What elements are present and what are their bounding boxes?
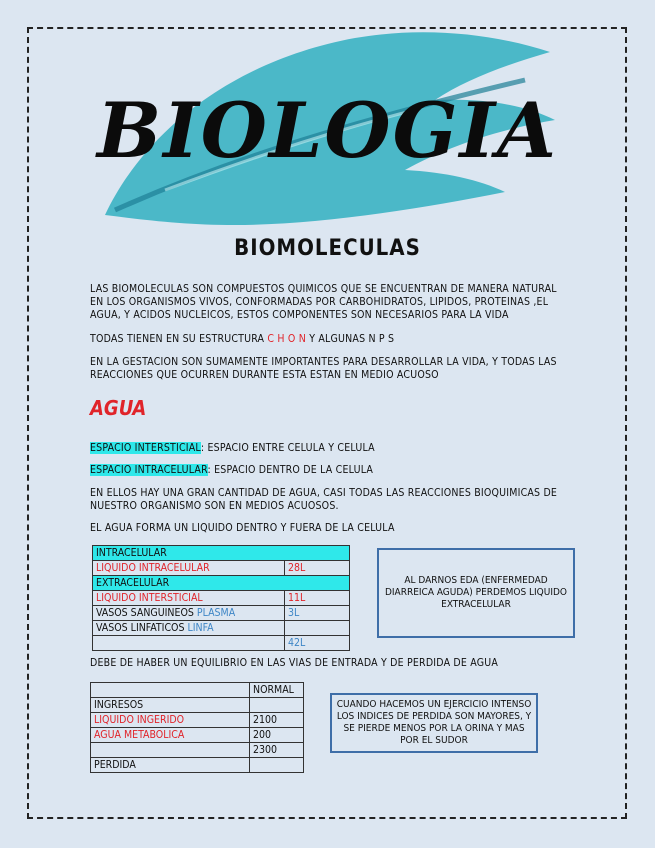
interstitial-label: ESPACIO INTERSTICIAL: [90, 442, 201, 454]
table-cell: [250, 758, 304, 773]
intracelular-row: INTRACELULAR: [93, 546, 350, 561]
table-cell: VASOS SANGUINEOS PLASMA: [93, 606, 285, 621]
structure-line: TODAS TIENEN EN SU ESTRUCTURA C H O N Y ALGUNAS N P S: [90, 333, 395, 345]
table-cell: LIQUIDO INTERSTICIAL: [93, 591, 285, 606]
intro-paragraph: LAS BIOMOLECULAS SON COMPUESTOS QUIMICOS QUE SE ENCUENTRAN DE MANERA NATURAL EN LOS ORGANISMOS VIVOS, CONFORMADAS POR CARBOHIDRATOS, LIPIDOS, PROTEINAS ,EL AGUA, Y ACIDOS NUCLEICOS, ESTOS COMPONENTES SON NECESARIOS PARA LA VIDA: [90, 283, 557, 321]
gestation-paragraph: EN LA GESTACION SON SUMAMENTE IMPORTANTES PARA DESARROLLAR LA VIDA, Y TODAS LAS REACCIONES QUE OCURREN DURANTE ESTA ESTAN EN MEDIO ACUOSO: [90, 356, 557, 381]
agua-heading: AGUA: [90, 396, 147, 420]
exercise-note-box: CUANDO HACEMOS UN EJERCICIO INTENSO LOS INDICES DE PERDIDA SON MAYORES, Y SE PIERDE MENOS POR LA ORINA Y MAS POR EL SUDOR: [330, 693, 538, 753]
table-cell: LIQUIDO INGERIDO: [91, 713, 250, 728]
table-cell: [285, 621, 350, 636]
liquid-line: EL AGUA FORMA UN LIQUIDO DENTRO Y FUERA DE LA CELULA: [90, 522, 395, 534]
table-cell: 2100: [250, 713, 304, 728]
table-cell: AGUA METABOLICA: [91, 728, 250, 743]
balance-line: DEBE DE HABER UN EQUILIBRIO EN LAS VIAS DE ENTRADA Y DE PERDIDA DE AGUA: [90, 657, 499, 669]
extracelular-row: EXTRACELULAR: [93, 576, 350, 591]
chon-text: C H O N: [267, 333, 307, 345]
table-cell: PERDIDA: [91, 758, 250, 773]
eda-note-box: AL DARNOS EDA (ENFERMEDAD DIARREICA AGUDA) PERDEMOS LIQUIDO EXTRACELULAR: [377, 548, 575, 638]
table-cell: VASOS LINFATICOS LINFA: [93, 621, 285, 636]
table-header: NORMAL: [250, 683, 304, 698]
page-title: BIOLOGIA: [96, 86, 559, 175]
table-cell: LIQUIDO INTRACELULAR: [93, 561, 285, 576]
table-cell: 3L: [285, 606, 350, 621]
interstitial-line: ESPACIO INTERSTICIAL: ESPACIO ENTRE CELULA Y CELULA: [90, 442, 375, 454]
intracellular-line: ESPACIO INTRACELULAR: ESPACIO DENTRO DE LA CELULA: [90, 464, 374, 476]
water-paragraph: EN ELLOS HAY UNA GRAN CANTIDAD DE AGUA, CASI TODAS LAS REACCIONES BIOQUIMICAS DE NUESTRO ORGANISMO SON EN MEDIOS ACUOSOS.: [90, 487, 558, 512]
fluid-table: [92, 545, 350, 651]
table-cell: [91, 743, 250, 758]
balance-table: [90, 682, 304, 773]
table-cell: [250, 698, 304, 713]
table-total: 2300: [250, 743, 304, 758]
table-cell: 28L: [285, 561, 350, 576]
table-cell: [91, 683, 250, 698]
intracellular-label: ESPACIO INTRACELULAR: [90, 464, 208, 476]
table-total: 42L: [285, 636, 350, 651]
table-cell: INGRESOS: [91, 698, 250, 713]
table-cell: [93, 636, 285, 651]
table-cell: 11L: [285, 591, 350, 606]
table-cell: 200: [250, 728, 304, 743]
section-title: BIOMOLECULAS: [234, 236, 421, 261]
